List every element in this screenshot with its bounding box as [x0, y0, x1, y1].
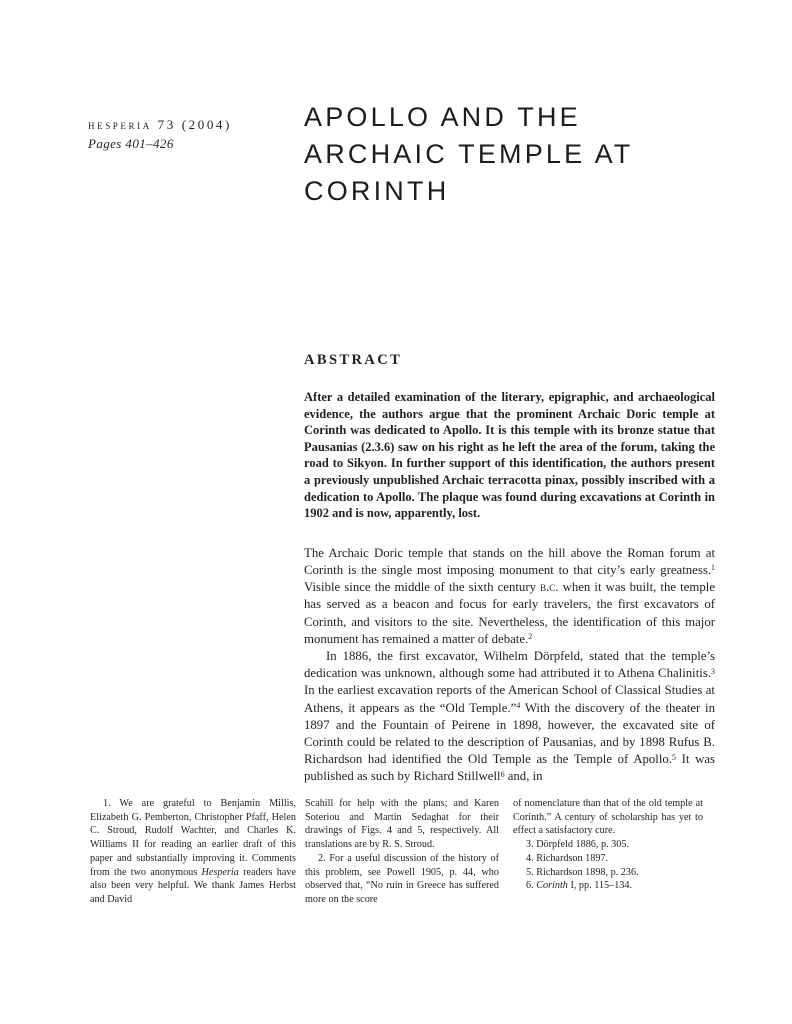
abstract-text: After a detailed examination of the literary, epigraphic, and archaeological evidence, the authors argue that the prominent Archaic Doric temple at Corinth was dedicated to Apollo. It is this temple with its bronze statue that Pausanias (2.3.6) saw on his right as he left the area of the forum, taking the road to Sikyon. In further support of this identification, the authors present a previously unpublished Archaic terracotta pinax, possibly inscribed with a dedication to Apollo. The plaque was found during excavations at Corinth in 1902 and is now, apparently, lost. [304, 390, 715, 521]
footnote-paragraph: 6. Corinth I, pp. 115–134. [526, 880, 633, 892]
journal-pages-line: Pages 401–426 [88, 136, 174, 151]
article-title-line-2: ARCHAIC TEMPLE AT [304, 139, 634, 169]
footnote-paragraph: 2. For a useful discussion of the history of this problem, see Powell 1905, p. 44, who observed that, “No ruin in Greece has suffered more on the score [305, 852, 499, 905]
footnote-paragraph: 4. Richardson 1897. [526, 852, 609, 864]
abstract-heading: ABSTRACT [304, 352, 403, 368]
footnote-column-1 [90, 797, 296, 907]
main-column [304, 352, 715, 786]
article-title-line-1: APOLLO AND THE [304, 102, 581, 132]
article-title [304, 99, 633, 210]
footnote-paragraph: 3. Dörpfeld 1886, p. 305. [526, 839, 629, 851]
article-title-line-3: CORINTH [304, 176, 450, 206]
body-text [304, 545, 715, 786]
journal-volume-line: hesperia 73 (2004) [88, 117, 232, 132]
body-paragraph: In 1886, the first excavator, Wilhelm Dörpfeld, stated that the temple’s dedication was unknown, although some had attributed it to Athena Chalinitis.$^3$ In the earliest excavation reports of the American School of Classical Studies at Athens, it appears as the “Old Temple.”$^4$ With the discovery of the theater in 1897 and the Fountain of Peirene in 1898, however, the excavated site of Corinth could be related to the description of Pausanias, and by 1898 Rufus B. Richardson had identified the Old Temple as the Temple of Apollo.$^5$ It was published as such by Richard Stillwell$^6$ and, in [304, 648, 715, 784]
footnote-paragraph: 5. Richardson 1898, p. 236. [526, 866, 639, 878]
body-paragraph: The Archaic Doric temple that stands on the hill above the Roman forum at Corinth is the single most imposing monument to that city’s early greatness.$^1$ Visible since the middle of the sixth century b.c. when it was built, the temple has served as a beacon and focus for early travelers, the first excavators of Corinth, and visitors to the site. Nevertheless, the identification of this major monument has remained a matter of debate.$^2$ [304, 545, 715, 646]
footnote-paragraph: of nomenclature than that of the old temple at Corinth.” A century of scholarship has yet to effect a satisfactory cure. [513, 798, 703, 837]
footnote-column-3 [513, 797, 703, 893]
masthead [88, 117, 232, 152]
footnote-paragraph: Scahill for help with the plans; and Karen Soteriou and Martin Sedaghat for their drawings of Figs. 4 and 5, respectively. All translations are by R. S. Stroud. [305, 798, 499, 851]
footnote-paragraph: 1. We are grateful to Benjamin Millis, Elizabeth G. Pemberton, Christopher Pfaff, Helen C. Stroud, Rudolf Wachter, and Charles K. Williams II for reading an earlier draft of this paper and substantially improving it. Comments from the two anonymous Hesperia readers have also been very helpful. We thank James Herbst and David [90, 798, 296, 905]
footnote-column-2 [305, 797, 499, 907]
